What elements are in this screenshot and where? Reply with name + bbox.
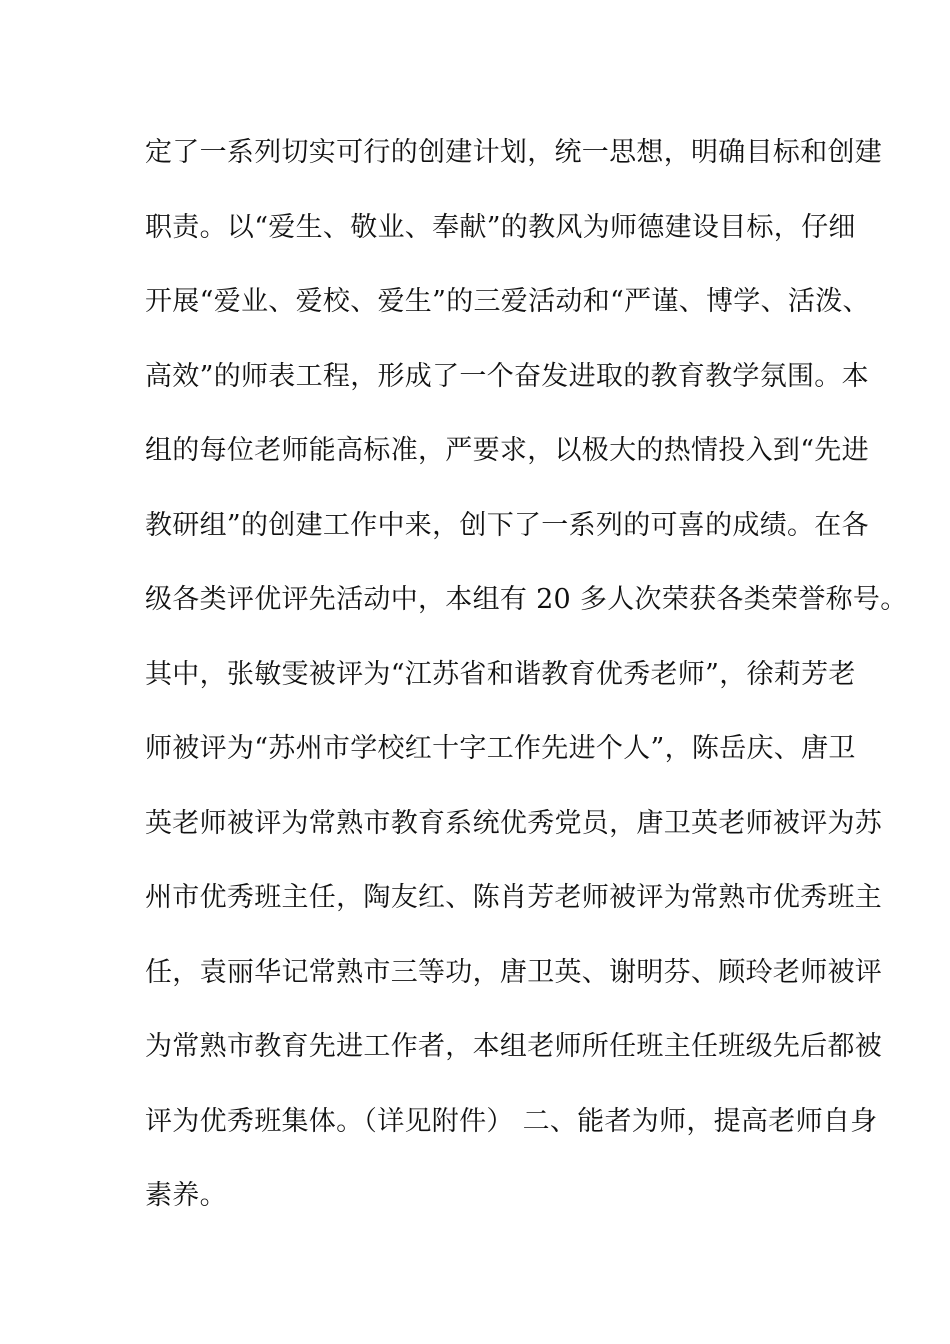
text-line: 其中，张敏雯被评为“江苏省和谐教育优秀老师”，徐莉芳老	[145, 659, 856, 690]
text-line: 为常熟市教育先进工作者，本组老师所任班主任班级先后都被	[145, 1031, 883, 1062]
text-line: 任，袁丽华记常熟市三等功，唐卫英、谢明芬、顾玲老师被评	[145, 957, 883, 988]
text-line: 组的每位老师能高标准，严要求，以极大的热情投入到“先进	[145, 435, 869, 466]
text-line: 评为优秀班集体。（详见附件） 二、能者为师，提高老师自身	[145, 1106, 878, 1137]
text-line: 职责。以“爱生、敬业、奉献”的教风为师德建设目标，仔细	[145, 212, 856, 243]
text-line: 英老师被评为常熟市教育系统优秀党员，唐卫英老师被评为苏	[145, 808, 883, 839]
text-line: 素养。	[145, 1180, 227, 1211]
text-line: 定了一系列切实可行的创建计划，统一思想，明确目标和创建	[145, 137, 883, 168]
text-line: 州市优秀班主任，陶友红、陈肖芳老师被评为常熟市优秀班主	[145, 882, 883, 913]
text-line: 教研组”的创建工作中来，创下了一系列的可喜的成绩。在各	[145, 510, 869, 541]
text-line: 开展“爱业、爱校、爱生”的三爱活动和“严谨、博学、活泼、	[145, 286, 870, 317]
text-line: 师被评为“苏州市学校红十字工作先进个人”，陈岳庆、唐卫	[145, 733, 856, 764]
text-line: 级各类评优评先活动中，本组有 20 多人次荣获各类荣誉称号。	[145, 584, 908, 615]
text-line: 高效”的师表工程，形成了一个奋发进取的教育教学氛围。本	[145, 361, 869, 392]
